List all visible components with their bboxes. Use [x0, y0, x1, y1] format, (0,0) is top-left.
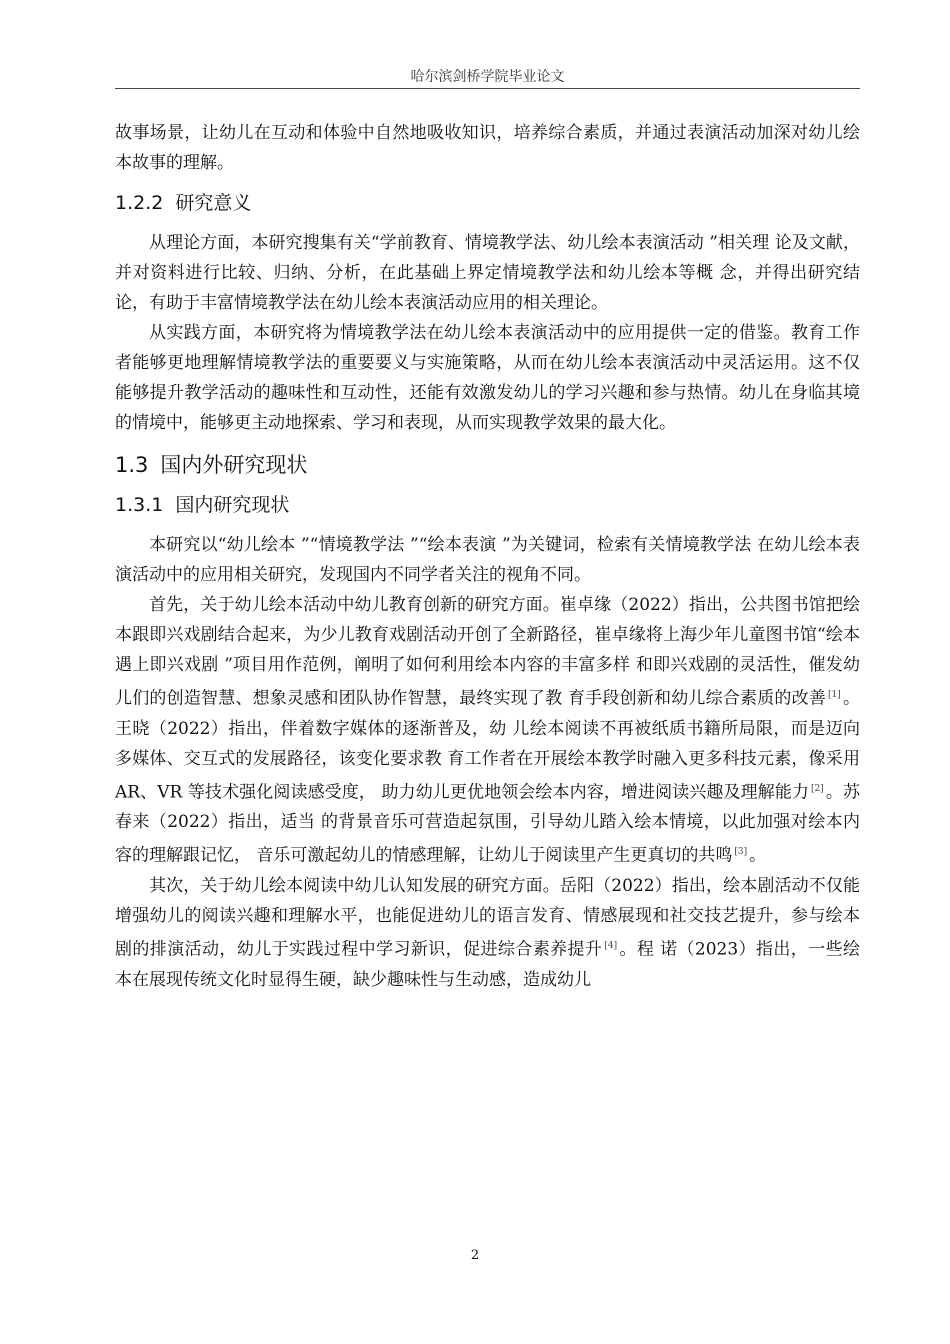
paragraph-practice: 从实践方面，本研究将为情境教学法在幼儿绘本表演活动中的应用提供一定的借鉴。教育工作者能够更地理解情境教学法的重要要义与实施策略，从而在幼儿绘本表演活动中灵活运用。这不仅能够提升教学活动的趣味性和互动性，还能有效激发幼儿的学习兴趣和参与热情。幼儿在身临其境的情境中，能够更主动地探索、学习和表现，从而实现教学效果的最大化。: [115, 323, 860, 433]
page-header: 哈尔滨剑桥学院毕业论文: [410, 69, 565, 85]
text-run: 其次，关于幼儿绘本阅读中幼儿认知发展的研究方面。岳阳（2022）指出，绘本剧活动不仅能增强幼儿的阅读兴趣和理解水平，也能促进幼儿的语言发育、情感展现和社交技艺提升，参与绘本剧的排演活动，幼儿于实践过程中学习新识，促进综合素养提升: [115, 875, 860, 960]
heading-number: 1.3: [115, 453, 149, 477]
header-rule: [115, 88, 860, 89]
heading-number: 1.2.2: [115, 192, 164, 214]
heading-title: 研究意义: [175, 192, 252, 214]
paragraph-innovation: [115, 590, 860, 871]
paragraph-keywords: 本研究以“幼儿绘本 ”“情境教学法 ”“绘本表演 ”为关键词，检索有关情境教学法 在幼儿绘本表演活动中的应用相关研究，发现国内不同学者关注的视角不同。: [115, 535, 860, 585]
text-run: 。: [749, 845, 767, 866]
heading-1-3-1: [115, 492, 860, 518]
paragraph-theory: 从理论方面，本研究搜集有关“学前教育、情境教学法、幼儿绘本表演活动 ”相关理 论及文献，并对资料进行比较、归纳、分析，在此基础上界定情境教学法和幼儿绘本等概 念，并得出研究结论，有助于丰富情境教学法在幼儿绘本表演活动应用的相关理论。: [115, 233, 860, 313]
page-body: [115, 118, 860, 995]
citation-ref-4[interactable]: [4]: [604, 940, 618, 951]
paragraph-continuation: 故事场景，让幼儿在互动和体验中自然地吸收知识，培养综合素质，并通过表演活动加深对幼儿绘本故事的理解。: [115, 123, 860, 173]
citation-ref-2[interactable]: [2]: [811, 783, 824, 794]
citation-ref-1[interactable]: [1]: [828, 690, 841, 700]
text-run: 。王晓（2022）指出，伴着数字媒体的逐渐普及，幼 儿绘本阅读不再被纸质书籍所局限，而是迈向多媒体、交互式的发展路径，该变化要求教 育工作者在开展绘本教学时融入更多科技元素，像采用 AR、VR 等技术强化阅读感受度， 助力幼儿更优地领会绘本内容，增进阅读兴趣及理解能力: [115, 688, 861, 803]
text-run: 首先，关于幼儿绘本活动中幼儿教育创新的研究方面。崔卓缘（2022）指出，公共图书馆把绘本跟即兴戏剧结合起来，为少儿教育戏剧活动开创了全新路径，崔卓缘将上海少年儿童图书馆“绘本遇上即兴戏剧 ”项目用作范例，阐明了如何利用绘本内容的丰富多样 和即兴戏剧的灵活性，催发幼儿们的创造智慧、想象灵感和团队协作智慧，最终实现了教 育手段创新和幼儿综合素质的改善: [115, 595, 860, 709]
heading-title: 国内外研究现状: [160, 453, 308, 477]
heading-1-3: [115, 450, 860, 480]
heading-number: 1.3.1: [115, 494, 164, 516]
citation-ref-3[interactable]: [3]: [734, 847, 748, 858]
text-run: 。程 诺（2023）指出，一些绘本在展现传统文化时显得生硬，缺少趣味性与生动感，造成幼儿: [115, 939, 861, 990]
heading-1-2-2: [115, 190, 860, 216]
page-number: 2: [470, 1248, 480, 1263]
paragraph-cognition: [115, 871, 860, 995]
heading-title: 国内研究现状: [175, 494, 290, 516]
text-run: 。苏春来（2022）指出，适当 的背景音乐可营造起氛围，引导幼儿踏入绘本情境，以此加强对绘本内容的理解跟记忆， 音乐可激起幼儿的情感理解，让幼儿于阅读里产生更真切的共鸣: [115, 782, 861, 866]
